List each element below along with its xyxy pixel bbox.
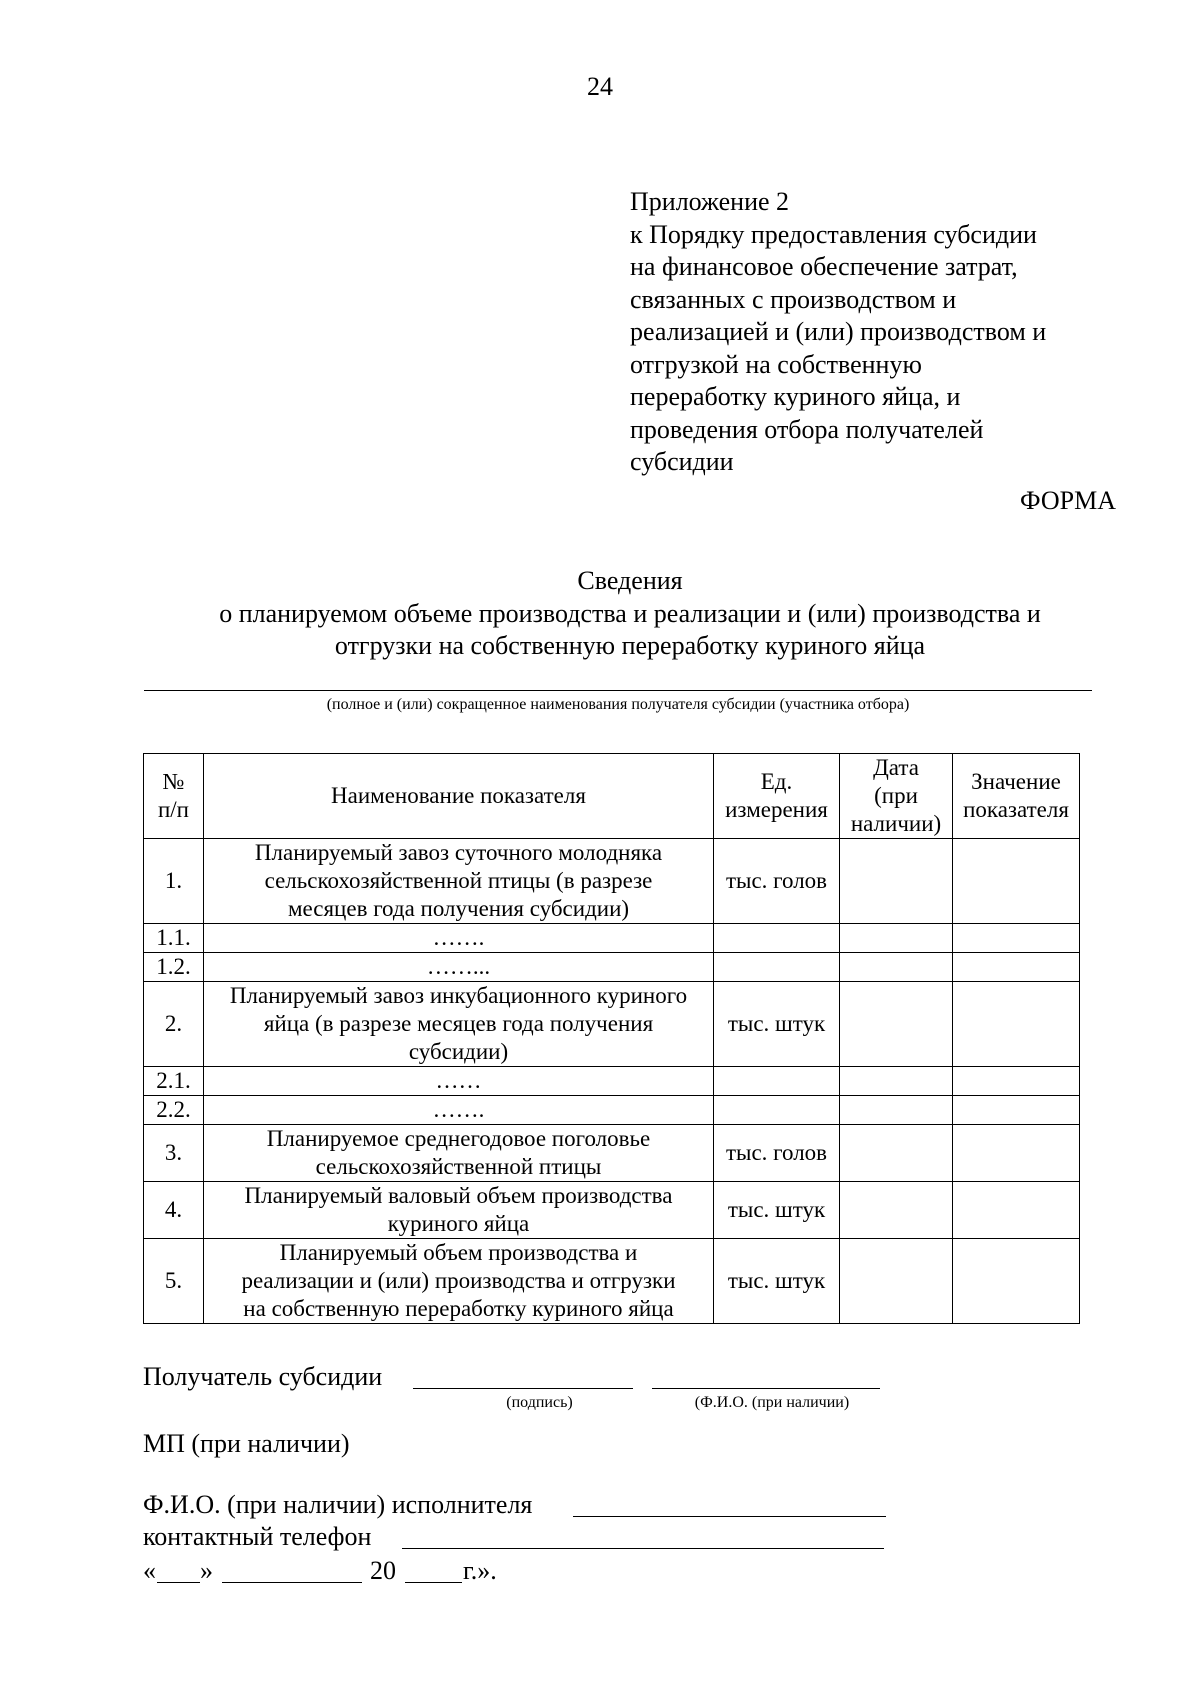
row-value-cell[interactable]	[953, 953, 1080, 982]
recipient-name-line[interactable]	[144, 690, 1092, 691]
table-row	[144, 839, 1080, 924]
row-indicator-name-line: куриного яйца	[387, 1211, 530, 1236]
table-row	[144, 1096, 1080, 1125]
row-indicator-name-line: Планируемое среднегодовое поголовье	[266, 1126, 651, 1151]
row-indicator-name-line: …….	[432, 1097, 485, 1122]
header-value-line: показателя	[963, 797, 1069, 822]
table-body	[144, 839, 1080, 1324]
header-unit-line: измерения	[725, 797, 828, 822]
row-unit	[714, 953, 840, 982]
row-indicator-name-line: ……	[435, 1068, 482, 1093]
row-indicator-name	[204, 982, 714, 1067]
appendix-line: проведения отбора получателей	[630, 414, 984, 444]
indicators-table	[143, 753, 1080, 1324]
row-number: 4.	[144, 1182, 204, 1239]
fio-hint: (Ф.И.О. (при наличии)	[694, 1394, 850, 1411]
row-unit	[714, 924, 840, 953]
signature-line[interactable]	[413, 1388, 633, 1389]
row-date-cell[interactable]	[840, 924, 953, 953]
header-date-line: (при	[874, 783, 918, 808]
row-value-cell[interactable]	[953, 1067, 1080, 1096]
row-indicator-name-line: яйца (в разрезе месяцев года получения	[263, 1011, 654, 1036]
form-label: ФОРМА	[1020, 486, 1116, 515]
header-indicator-name: Наименование показателя	[204, 754, 714, 839]
row-number: 3.	[144, 1125, 204, 1182]
table-header-row	[144, 754, 1080, 839]
date-day-line[interactable]	[157, 1582, 200, 1583]
date-open-quote: «	[143, 1556, 156, 1585]
row-indicator-name-line: на собственную переработку куриного яйца	[243, 1296, 674, 1321]
header-unit-line: Ед.	[760, 769, 793, 794]
recipient-name-hint: (полное и (или) сокращенное наименования получателя субсидии (участника отбора)	[326, 696, 910, 713]
appendix-line: на финансовое обеспечение затрат,	[630, 252, 1018, 281]
title-line: о планируемом объеме производства и реализации и (или) производства и	[219, 598, 1041, 628]
row-unit: тыс. голов	[714, 839, 840, 924]
row-indicator-name	[204, 924, 714, 953]
row-unit: тыс. штук	[714, 1239, 840, 1324]
appendix-block	[630, 186, 1150, 479]
row-indicator-name	[204, 1182, 714, 1239]
row-unit: тыс. штук	[714, 1182, 840, 1239]
row-indicator-name-line: ……...	[426, 954, 491, 979]
recipient-label: Получатель субсидии	[143, 1362, 383, 1391]
row-indicator-name	[204, 1096, 714, 1125]
row-number: 2.1.	[144, 1067, 204, 1096]
header-number-line: п/п	[157, 797, 189, 822]
table-row	[144, 1125, 1080, 1182]
row-indicator-name-line: Планируемый завоз инкубационного куриного	[229, 983, 688, 1008]
header-unit	[714, 754, 840, 839]
document-title	[0, 565, 1200, 663]
row-indicator-name	[204, 1239, 714, 1324]
appendix-line: Приложение 2	[630, 187, 790, 216]
row-value-cell[interactable]	[953, 982, 1080, 1067]
date-month-line[interactable]	[222, 1582, 362, 1583]
row-number: 2.2.	[144, 1096, 204, 1125]
table-row	[144, 924, 1080, 953]
row-indicator-name-line: Планируемый объем производства и	[279, 1240, 638, 1265]
fio-line[interactable]	[652, 1388, 880, 1389]
stamp-label: МП (при наличии)	[143, 1429, 350, 1458]
row-unit: тыс. голов	[714, 1125, 840, 1182]
row-date-cell[interactable]	[840, 1125, 953, 1182]
row-number: 1.1.	[144, 924, 204, 953]
date-suffix: г.».	[463, 1556, 497, 1585]
appendix-line: реализацией и (или) производством и	[630, 317, 1047, 346]
row-date-cell[interactable]	[840, 982, 953, 1067]
row-unit: тыс. штук	[714, 982, 840, 1067]
row-number: 5.	[144, 1239, 204, 1324]
phone-label: контактный телефон	[143, 1522, 372, 1551]
header-date-line: Дата	[873, 755, 919, 780]
table-row	[144, 1182, 1080, 1239]
appendix-line: отгрузкой на собственную	[630, 349, 922, 379]
row-indicator-name	[204, 953, 714, 982]
appendix-line: связанных с производством и	[630, 284, 957, 314]
date-year-line[interactable]	[405, 1582, 462, 1583]
phone-line[interactable]	[402, 1548, 884, 1549]
date-year-prefix: 20	[370, 1556, 396, 1585]
row-value-cell[interactable]	[953, 1096, 1080, 1125]
row-date-cell[interactable]	[840, 839, 953, 924]
page-number: 24	[587, 72, 613, 101]
row-indicator-name-line: месяцев года получения субсидии)	[287, 896, 630, 921]
row-indicator-name-line: Планируемый завоз суточного молодняка	[254, 840, 663, 865]
row-indicator-name-line: сельскохозяйственной птицы (в разрезе	[264, 868, 653, 893]
header-date-line: наличии)	[850, 811, 942, 836]
row-indicator-name	[204, 839, 714, 924]
row-date-cell[interactable]	[840, 953, 953, 982]
row-value-cell[interactable]	[953, 1239, 1080, 1324]
row-date-cell[interactable]	[840, 1182, 953, 1239]
row-value-cell[interactable]	[953, 839, 1080, 924]
row-indicator-name-line: реализации и (или) производства и отгрузки	[241, 1268, 676, 1293]
row-number: 2.	[144, 982, 204, 1067]
row-unit	[714, 1067, 840, 1096]
date-close-quote: »	[200, 1556, 213, 1585]
row-indicator-name-line: …….	[432, 925, 485, 950]
row-unit	[714, 1096, 840, 1125]
header-number	[144, 754, 204, 839]
row-date-cell[interactable]	[840, 1239, 953, 1324]
row-number: 1.	[144, 839, 204, 924]
title-line: Сведения	[577, 566, 683, 595]
row-indicator-name	[204, 1125, 714, 1182]
row-value-cell[interactable]	[953, 924, 1080, 953]
appendix-line: субсидии	[630, 447, 734, 476]
row-indicator-name-line: сельскохозяйственной птицы	[315, 1154, 602, 1179]
row-date-cell[interactable]	[840, 1067, 953, 1096]
row-indicator-name-line: Планируемый валовый объем производства	[244, 1183, 673, 1208]
header-value-line: Значение	[971, 769, 1061, 794]
executor-line[interactable]	[573, 1516, 886, 1517]
table-row	[144, 953, 1080, 982]
table-row	[144, 982, 1080, 1067]
row-date-cell[interactable]	[840, 1096, 953, 1125]
row-number: 1.2.	[144, 953, 204, 982]
header-date	[840, 754, 953, 839]
table-row	[144, 1239, 1080, 1324]
signature-hint: (подпись)	[506, 1394, 573, 1411]
header-value	[953, 754, 1080, 839]
executor-label: Ф.И.О. (при наличии) исполнителя	[143, 1490, 533, 1519]
row-value-cell[interactable]	[953, 1182, 1080, 1239]
table-row	[144, 1067, 1080, 1096]
appendix-line: к Порядку предоставления субсидии	[630, 219, 1037, 249]
header-number-line: №	[162, 769, 185, 794]
row-indicator-name-line: субсидии)	[408, 1039, 509, 1064]
title-line: отгрузки на собственную переработку куриного яйца	[334, 631, 926, 660]
appendix-line: переработку куриного яйца, и	[630, 382, 961, 411]
row-value-cell[interactable]	[953, 1125, 1080, 1182]
row-indicator-name	[204, 1067, 714, 1096]
